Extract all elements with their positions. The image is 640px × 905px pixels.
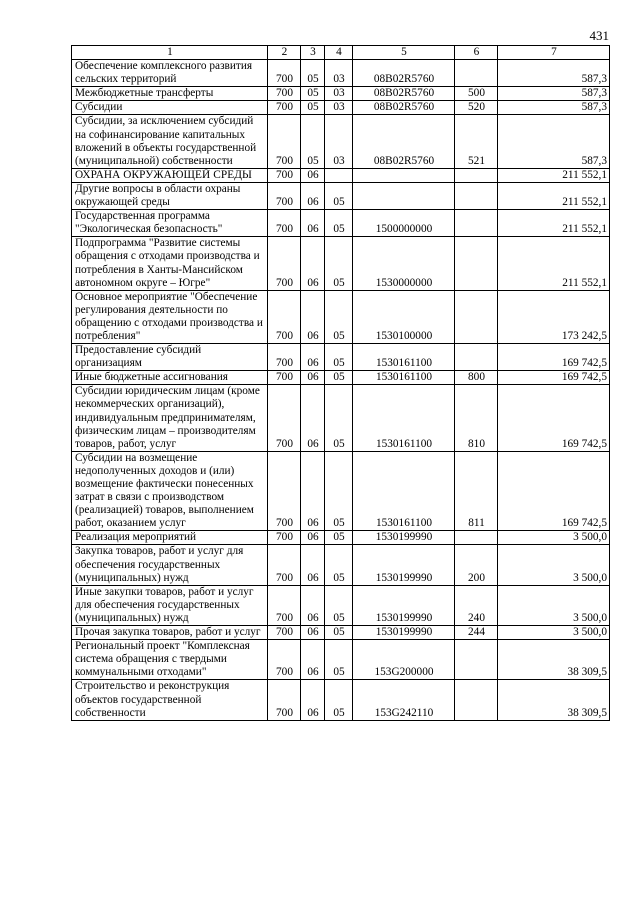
item-name-cell: Субсидии [72,101,268,115]
target-article-cell: 1530199990 [353,545,455,585]
subsection-code-cell: 03 [325,87,353,101]
item-name-cell: Межбюджетные трансферты [72,87,268,101]
table-row [72,451,610,531]
item-name-cell: Прочая закупка товаров, работ и услуг [72,626,268,640]
amount-cell: 587,3 [498,101,610,115]
expense-type-cell: 244 [455,626,498,640]
amount-cell: 211 552,1 [498,210,610,237]
target-article-cell: 1530161100 [353,371,455,385]
chapter-code-cell: 700 [268,451,301,531]
amount-cell: 3 500,0 [498,531,610,545]
section-code-cell: 06 [301,545,325,585]
amount-cell: 3 500,0 [498,626,610,640]
target-article-cell: 1530161100 [353,451,455,531]
subsection-code-cell: 05 [325,531,353,545]
table-body [72,60,610,721]
column-header: 1 [72,46,268,60]
target-article-cell: 1530199990 [353,626,455,640]
expense-type-cell: 800 [455,371,498,385]
subsection-code-cell: 05 [325,210,353,237]
expense-type-cell: 810 [455,385,498,451]
table-row [72,237,610,290]
chapter-code-cell: 700 [268,585,301,625]
page-number: 431 [589,28,609,43]
amount-cell: 587,3 [498,115,610,168]
amount-cell: 211 552,1 [498,182,610,209]
subsection-code-cell: 05 [325,385,353,451]
subsection-code-cell: 05 [325,680,353,720]
subsection-code-cell: 03 [325,60,353,87]
chapter-code-cell: 700 [268,115,301,168]
item-name-cell: Обеспечение комплексного развития сельских территорий [72,60,268,87]
chapter-code-cell: 700 [268,210,301,237]
column-header: 7 [498,46,610,60]
expense-type-cell [455,168,498,182]
expense-type-cell [455,290,498,343]
section-code-cell: 06 [301,680,325,720]
table-row [72,168,610,182]
target-article-cell: 1530199990 [353,585,455,625]
section-code-cell: 06 [301,168,325,182]
subsection-code-cell [325,168,353,182]
chapter-code-cell: 700 [268,626,301,640]
target-article-cell: 153G200000 [353,640,455,680]
expense-type-cell [455,531,498,545]
chapter-code-cell: 700 [268,182,301,209]
subsection-code-cell: 05 [325,237,353,290]
item-name-cell: Региональный проект "Комплексная система обращения с твердыми коммунальными отходами" [72,640,268,680]
chapter-code-cell: 700 [268,290,301,343]
table-row [72,680,610,720]
column-header: 3 [301,46,325,60]
target-article-cell: 1530000000 [353,237,455,290]
item-name-cell: Другие вопросы в области охраны окружающей среды [72,182,268,209]
subsection-code-cell: 05 [325,371,353,385]
target-article-cell: 1530100000 [353,290,455,343]
subsection-code-cell: 03 [325,115,353,168]
amount-cell: 3 500,0 [498,545,610,585]
subsection-code-cell: 05 [325,451,353,531]
item-name-cell: Государственная программа "Экологическая безопасность" [72,210,268,237]
section-code-cell: 05 [301,87,325,101]
item-name-cell: Строительство и реконструкция объектов государственной собственности [72,680,268,720]
chapter-code-cell: 700 [268,680,301,720]
column-header: 2 [268,46,301,60]
item-name-cell: Предоставление субсидий организациям [72,344,268,371]
chapter-code-cell: 700 [268,640,301,680]
target-article-cell: 1530161100 [353,344,455,371]
table-header-row [72,46,610,60]
item-name-cell: Субсидии на возмещение недополученных доходов и (или) возмещение фактически понесенных затрат в связи с производством (реализацией) товаров, выполнением работ, оказанием услуг [72,451,268,531]
chapter-code-cell: 700 [268,237,301,290]
chapter-code-cell: 700 [268,101,301,115]
target-article-cell [353,168,455,182]
section-code-cell: 06 [301,385,325,451]
amount-cell: 169 742,5 [498,451,610,531]
expense-type-cell: 811 [455,451,498,531]
section-code-cell: 05 [301,101,325,115]
column-header: 6 [455,46,498,60]
table-row [72,626,610,640]
table-row [72,101,610,115]
expense-type-cell [455,182,498,209]
expense-type-cell: 520 [455,101,498,115]
item-name-cell: Субсидии, за исключением субсидий на софинансирование капитальных вложений в объекты государственной (муниципальной) собственности [72,115,268,168]
subsection-code-cell: 05 [325,344,353,371]
subsection-code-cell: 05 [325,545,353,585]
section-code-cell: 06 [301,585,325,625]
target-article-cell: 1500000000 [353,210,455,237]
section-code-cell: 06 [301,344,325,371]
amount-cell: 173 242,5 [498,290,610,343]
section-code-cell: 06 [301,237,325,290]
expense-type-cell [455,60,498,87]
table-row [72,210,610,237]
table-row [72,640,610,680]
column-header: 5 [353,46,455,60]
table-row [72,585,610,625]
table-row [72,182,610,209]
target-article-cell [353,182,455,209]
item-name-cell: Иные бюджетные ассигнования [72,371,268,385]
budget-table [71,45,610,721]
expense-type-cell: 500 [455,87,498,101]
chapter-code-cell: 700 [268,545,301,585]
amount-cell: 587,3 [498,87,610,101]
section-code-cell: 06 [301,290,325,343]
expense-type-cell [455,344,498,371]
chapter-code-cell: 700 [268,344,301,371]
amount-cell: 38 309,5 [498,640,610,680]
table-row [72,115,610,168]
item-name-cell: Реализация мероприятий [72,531,268,545]
item-name-cell: Субсидии юридическим лицам (кроме некоммерческих организаций), индивидуальным предпринимателям, физическим лицам – производителям товаров, работ, услуг [72,385,268,451]
subsection-code-cell: 05 [325,640,353,680]
amount-cell: 211 552,1 [498,168,610,182]
item-name-cell: Подпрограмма "Развитие системы обращения с отходами производства и потребления в Ханты-Мансийском автономном округе – Югре" [72,237,268,290]
target-article-cell: 153G242110 [353,680,455,720]
table-row [72,344,610,371]
chapter-code-cell: 700 [268,168,301,182]
amount-cell: 169 742,5 [498,371,610,385]
chapter-code-cell: 700 [268,531,301,545]
chapter-code-cell: 700 [268,60,301,87]
section-code-cell: 06 [301,371,325,385]
amount-cell: 3 500,0 [498,585,610,625]
item-name-cell: ОХРАНА ОКРУЖАЮЩЕЙ СРЕДЫ [72,168,268,182]
subsection-code-cell: 03 [325,101,353,115]
chapter-code-cell: 700 [268,371,301,385]
item-name-cell: Иные закупки товаров, работ и услуг для обеспечения государственных (муниципальных) нужд [72,585,268,625]
amount-cell: 211 552,1 [498,237,610,290]
section-code-cell: 06 [301,640,325,680]
section-code-cell: 06 [301,626,325,640]
section-code-cell: 06 [301,451,325,531]
target-article-cell: 08В02R5760 [353,87,455,101]
target-article-cell: 08В02R5760 [353,101,455,115]
expense-type-cell [455,237,498,290]
subsection-code-cell: 05 [325,585,353,625]
section-code-cell: 06 [301,531,325,545]
table-row [72,60,610,87]
table-row [72,531,610,545]
table-row [72,371,610,385]
expense-type-cell: 240 [455,585,498,625]
table-row [72,385,610,451]
subsection-code-cell: 05 [325,626,353,640]
section-code-cell: 05 [301,60,325,87]
chapter-code-cell: 700 [268,385,301,451]
amount-cell: 169 742,5 [498,344,610,371]
amount-cell: 38 309,5 [498,680,610,720]
expense-type-cell: 521 [455,115,498,168]
expense-type-cell [455,210,498,237]
section-code-cell: 06 [301,210,325,237]
expense-type-cell [455,640,498,680]
amount-cell: 169 742,5 [498,385,610,451]
amount-cell: 587,3 [498,60,610,87]
section-code-cell: 05 [301,115,325,168]
target-article-cell: 1530161100 [353,385,455,451]
expense-type-cell: 200 [455,545,498,585]
target-article-cell: 1530199990 [353,531,455,545]
section-code-cell: 06 [301,182,325,209]
target-article-cell: 08В02R5760 [353,60,455,87]
table-row [72,290,610,343]
chapter-code-cell: 700 [268,87,301,101]
subsection-code-cell: 05 [325,290,353,343]
target-article-cell: 08В02R5760 [353,115,455,168]
item-name-cell: Основное мероприятие "Обеспечение регулирования деятельности по обращению с отходами производства и потребления" [72,290,268,343]
column-header: 4 [325,46,353,60]
item-name-cell: Закупка товаров, работ и услуг для обеспечения государственных (муниципальных) нужд [72,545,268,585]
expense-type-cell [455,680,498,720]
subsection-code-cell: 05 [325,182,353,209]
table-row [72,545,610,585]
table-row [72,87,610,101]
